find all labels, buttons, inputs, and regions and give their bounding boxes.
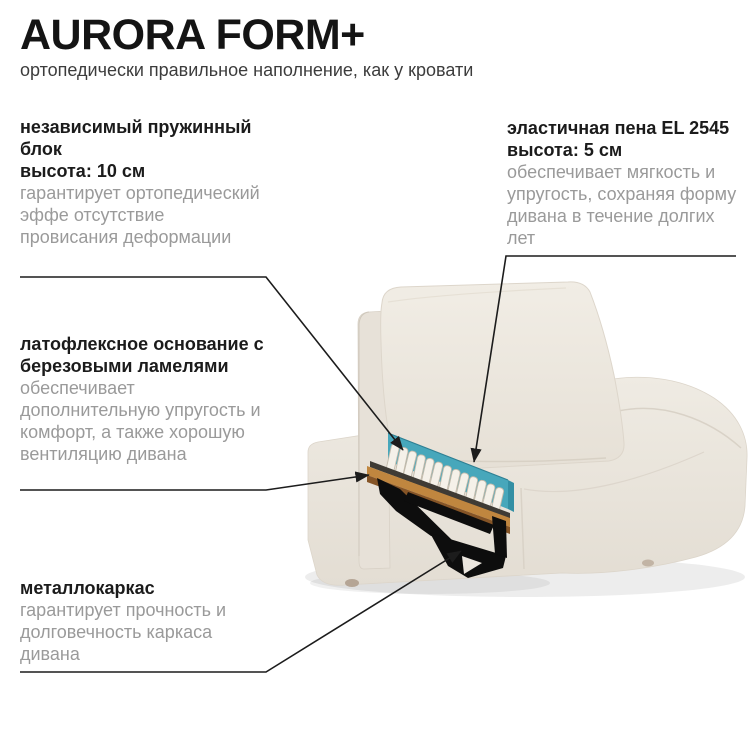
callout-frame	[20, 577, 270, 665]
callout-foam-description: обеспечивает мягкость и упругость, сохраняя форму дивана в течение долгих лет	[507, 162, 737, 248]
header	[20, 12, 473, 81]
spring-block	[384, 443, 505, 525]
metal-frame	[377, 478, 507, 578]
foam-layer-end	[508, 480, 514, 512]
callout-line-slats	[20, 475, 369, 490]
back-panel	[358, 311, 390, 569]
slat-rail	[370, 461, 510, 519]
metal-frame-notch	[462, 556, 482, 574]
callout-foam	[507, 117, 747, 249]
foam-layer-top-edge	[388, 433, 508, 480]
back-cushion	[381, 282, 624, 471]
wood-slat-front	[367, 475, 510, 534]
callout-springs-spec: высота: 10 см	[20, 161, 146, 181]
back-panel-edge	[359, 312, 369, 556]
callout-slats-title: латофлексное основание с березовыми ламелями	[20, 334, 264, 376]
back-cushion-fold	[388, 288, 566, 302]
callout-frame-description: гарантирует прочность и долговечность каркаса дивана	[20, 600, 227, 664]
back-cushion-seam	[392, 456, 606, 462]
page-subtitle: ортопедически правильное наполнение, как у кровати	[20, 60, 474, 80]
sofa-foot-left	[345, 579, 359, 587]
page-title: AURORA FORM+	[20, 11, 365, 59]
callout-frame-title: металлокаркас	[20, 578, 155, 598]
seat-seam-left	[390, 414, 516, 462]
callout-slats	[20, 333, 270, 465]
base-seam-corner	[521, 488, 524, 569]
seat-seam-front	[524, 452, 704, 492]
callout-springs-description: гарантирует ортопедический эффе отсутствие провисания деформации	[20, 183, 260, 247]
sofa-base	[308, 377, 747, 585]
callout-slats-description: обеспечивает дополнительную упругость и комфорт, а также хорошую вентиляцию дивана	[20, 378, 261, 464]
wood-slat	[367, 466, 510, 527]
floor-shadow	[305, 557, 745, 597]
callout-line-foam	[474, 256, 736, 462]
foam-layer	[388, 433, 508, 509]
callout-springs	[20, 116, 262, 248]
floor-shadow-dark	[310, 572, 550, 594]
seat-seam-right	[614, 408, 741, 448]
callout-foam-spec: высота: 5 см	[507, 140, 623, 160]
callout-springs-title: независимый пружинный блок	[20, 117, 252, 159]
sofa-foot-right	[642, 560, 654, 567]
callout-foam-title: эластичная пена EL 2545	[507, 118, 730, 138]
